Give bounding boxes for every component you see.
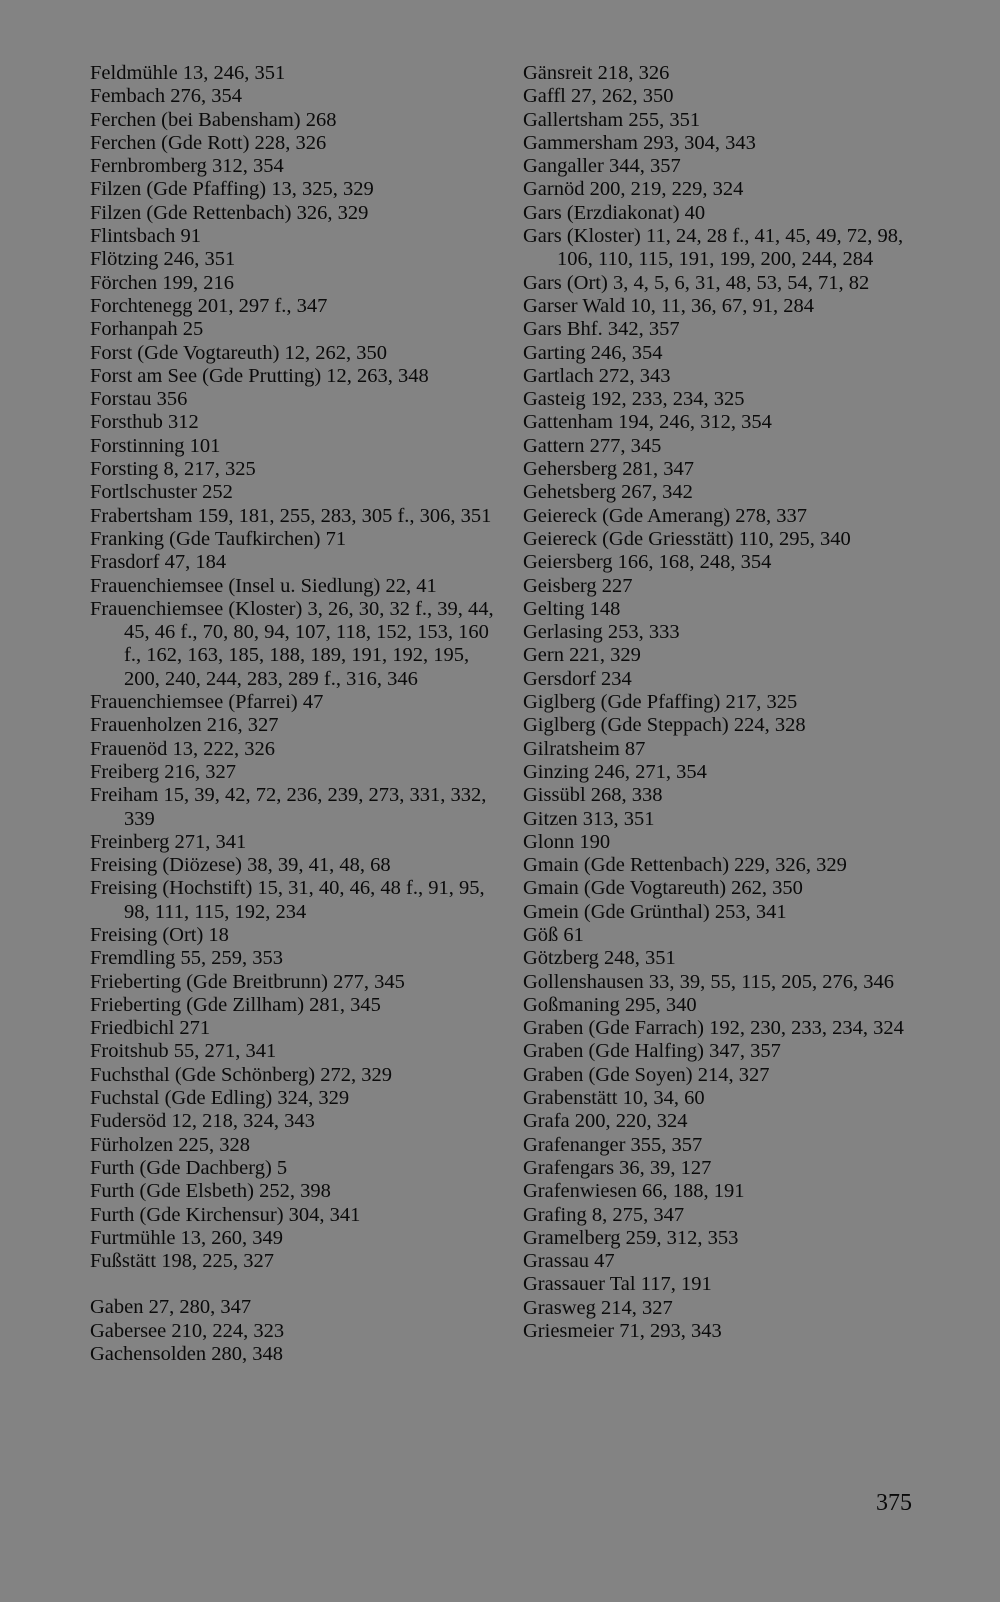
index-entry: Gmein (Gde Grünthal) 253, 341	[523, 900, 787, 923]
index-entry: Grafengars 36, 39, 127	[523, 1156, 712, 1179]
index-entry: Gattenham 194, 246, 312, 354	[523, 411, 772, 434]
index-entry: Grabenstätt 10, 34, 60	[523, 1087, 705, 1110]
index-entry: Freiberg 216, 327	[90, 760, 236, 783]
index-entry: Furth (Gde Kirchensur) 304, 341	[90, 1203, 361, 1226]
index-entry: Furth (Gde Elsbeth) 252, 398	[90, 1180, 331, 1203]
index-entry: Frauenchiemsee (Pfarrei) 47	[90, 691, 324, 714]
index-entry: Gmain (Gde Rettenbach) 229, 326, 329	[523, 854, 847, 877]
index-entry: Gmain (Gde Vogtareuth) 262, 350	[523, 877, 803, 900]
index-entry: Flötzing 246, 351	[90, 248, 236, 271]
page-number: 375	[876, 1490, 912, 1516]
index-entry: Gersdorf 234	[523, 667, 632, 690]
index-entry: Grasweg 214, 327	[523, 1296, 673, 1319]
index-entry: Gitzen 313, 351	[523, 807, 655, 830]
index-entry: Friedbichl 271	[90, 1017, 211, 1040]
index-entry: Geiereck (Gde Amerang) 278, 337	[523, 504, 808, 527]
index-entry: Filzen (Gde Pfaffing) 13, 325, 329	[90, 178, 374, 201]
index-entry: Grafing 8, 275, 347	[523, 1203, 685, 1226]
index-entry: Gabersee 210, 224, 323	[90, 1319, 285, 1342]
index-entry: Frauenöd 13, 222, 326	[90, 737, 276, 760]
index-entry: Franking (Gde Taufkirchen) 71	[90, 527, 347, 550]
index-entry: Förchen 199, 216	[90, 271, 235, 294]
index-entry: Göß 61	[523, 923, 584, 946]
index-entry: Goßmaning 295, 340	[523, 993, 697, 1016]
index-entry: Gehetsberg 267, 342	[523, 481, 693, 504]
index-entry: Garser Wald 10, 11, 36, 67, 91, 284	[523, 294, 815, 317]
index-entry: Gattern 277, 345	[523, 434, 662, 457]
index-entry: Glonn 190	[523, 830, 611, 853]
index-entry: Freising (Ort) 18	[90, 923, 229, 946]
index-entry: Gramelberg 259, 312, 353	[523, 1226, 739, 1249]
index-entry: Frauenholzen 216, 327	[90, 714, 279, 737]
index-entry: Gilratsheim 87	[523, 737, 646, 760]
index-entry: Gerlasing 253, 333	[523, 621, 680, 644]
index-entry: Flintsbach 91	[90, 225, 202, 248]
index-entry: Freiham 15, 39, 42, 72, 236, 239, 273, 331, 332, 339	[90, 784, 487, 830]
index-entry: Frauenchiemsee (Kloster) 3, 26, 30, 32 f., 39, 44, 45, 46 f., 70, 80, 94, 107, 118, 152, 153, 160 f., 162, 163, 185, 188, 189, 191, 192, 195, 200, 240, 244, 283, 289 f., 316, 346	[90, 597, 494, 690]
index-entry: Grafenanger 355, 357	[523, 1133, 703, 1156]
index-entry: Fürholzen 225, 328	[90, 1133, 250, 1156]
index-entry: Forchtenegg 201, 297 f., 347	[90, 294, 328, 317]
index-entry: Grafenwiesen 66, 188, 191	[523, 1180, 745, 1203]
index-entry: Forst (Gde Vogtareuth) 12, 262, 350	[90, 341, 388, 364]
index-entry: Gars (Ort) 3, 4, 5, 6, 31, 48, 53, 54, 71, 82	[523, 271, 870, 294]
index-entry: Frieberting (Gde Breitbrunn) 277, 345	[90, 970, 405, 993]
index-entry: Gaben 27, 280, 347	[90, 1296, 252, 1319]
index-entry: Graben (Gde Soyen) 214, 327	[523, 1063, 770, 1086]
index-entry: Gars (Erzdiakonat) 40	[523, 201, 706, 224]
index-entry: Freising (Diözese) 38, 39, 41, 48, 68	[90, 854, 391, 877]
index-entry: Gänsreit 218, 326	[523, 62, 670, 84]
index-entry: Forstinning 101	[90, 434, 221, 457]
index-entry: Gartlach 272, 343	[523, 364, 671, 387]
index-entry: Gallertsham 255, 351	[523, 108, 701, 131]
index-column-left	[90, 62, 505, 1366]
index-entry: Gammersham 293, 304, 343	[523, 131, 756, 154]
index-entry: Forsthub 312	[90, 411, 199, 434]
index-entry: Filzen (Gde Rettenbach) 326, 329	[90, 201, 369, 224]
index-entry: Forstau 356	[90, 388, 188, 411]
index-entry: Götzberg 248, 351	[523, 947, 676, 970]
index-entry: Frauenchiemsee (Insel u. Siedlung) 22, 41	[90, 574, 437, 597]
index-entry: Ferchen (Gde Rott) 228, 326	[90, 131, 327, 154]
index-entry: Ferchen (bei Babensham) 268	[90, 108, 337, 131]
index-entry: Grassau 47	[523, 1250, 615, 1273]
index-entry: Forst am See (Gde Prutting) 12, 263, 348	[90, 364, 429, 387]
index-entry: Fuchsthal (Gde Schönberg) 272, 329	[90, 1063, 392, 1086]
index-entry: Gasteig 192, 233, 234, 325	[523, 388, 745, 411]
index-entry: Fuchstal (Gde Edling) 324, 329	[90, 1087, 350, 1110]
index-entry: Fremdling 55, 259, 353	[90, 947, 284, 970]
index-entry: Gaffl 27, 262, 350	[523, 85, 674, 108]
index-entry: Ginzing 246, 271, 354	[523, 760, 707, 783]
index-entry: Fernbromberg 312, 354	[90, 155, 284, 178]
index-entry: Feldmühle 13, 246, 351	[90, 62, 286, 84]
index-entry: Freising (Hochstift) 15, 31, 40, 46, 48 f., 91, 95, 98, 111, 115, 192, 234	[90, 877, 485, 923]
index-entry: Giglberg (Gde Pfaffing) 217, 325	[523, 691, 798, 714]
index-entry: Graben (Gde Halfing) 347, 357	[523, 1040, 781, 1063]
index-entry: Garting 246, 354	[523, 341, 663, 364]
index-entry: Giglberg (Gde Steppach) 224, 328	[523, 714, 806, 737]
index-entry: Frabertsham 159, 181, 255, 283, 305 f., 306, 351	[90, 504, 492, 527]
index-entry: Graben (Gde Farrach) 192, 230, 233, 234, 324	[523, 1017, 904, 1040]
index-entry: Frieberting (Gde Zillham) 281, 345	[90, 993, 381, 1016]
index-entry: Geiersberg 166, 168, 248, 354	[523, 551, 772, 574]
index-entry: Gars Bhf. 342, 357	[523, 318, 680, 341]
index-entry: Gelting 148	[523, 597, 621, 620]
index-entry: Freinberg 271, 341	[90, 830, 247, 853]
index-entry: Fembach 276, 354	[90, 85, 243, 108]
index-entry: Gehersberg 281, 347	[523, 458, 694, 481]
index-entry: Gachensolden 280, 348	[90, 1343, 283, 1366]
index-entry: Gollenshausen 33, 39, 55, 115, 205, 276, 346	[523, 970, 895, 993]
index-entry: Gangaller 344, 357	[523, 155, 681, 178]
index-entry: Grafa 200, 220, 324	[523, 1110, 688, 1133]
index-entry: Garnöd 200, 219, 229, 324	[523, 178, 744, 201]
index-entry: Geisberg 227	[523, 574, 633, 597]
index-entry: Geiereck (Gde Griesstätt) 110, 295, 340	[523, 527, 851, 550]
index-entry: Forhanpah 25	[90, 318, 204, 341]
index-entry: Griesmeier 71, 293, 343	[523, 1320, 722, 1343]
index-entry: Furtmühle 13, 260, 349	[90, 1226, 284, 1249]
index-entry: Forsting 8, 217, 325	[90, 458, 256, 481]
index-column-right	[523, 62, 941, 1343]
index-entry: Frasdorf 47, 184	[90, 551, 227, 574]
index-entry: Gissübl 268, 338	[523, 784, 663, 807]
index-entry: Froitshub 55, 271, 341	[90, 1040, 277, 1063]
index-entry: Fortlschuster 252	[90, 481, 233, 504]
index-entry: Furth (Gde Dachberg) 5	[90, 1156, 288, 1179]
index-entry: Gern 221, 329	[523, 644, 641, 667]
index-entry: Fudersöd 12, 218, 324, 343	[90, 1110, 315, 1133]
index-entry: Gars (Kloster) 11, 24, 28 f., 41, 45, 49, 72, 98, 106, 110, 115, 191, 199, 200, 244, 284	[523, 225, 904, 271]
index-entry: Fußstätt 198, 225, 327	[90, 1250, 274, 1273]
index-entry: Grassauer Tal 117, 191	[523, 1273, 712, 1296]
